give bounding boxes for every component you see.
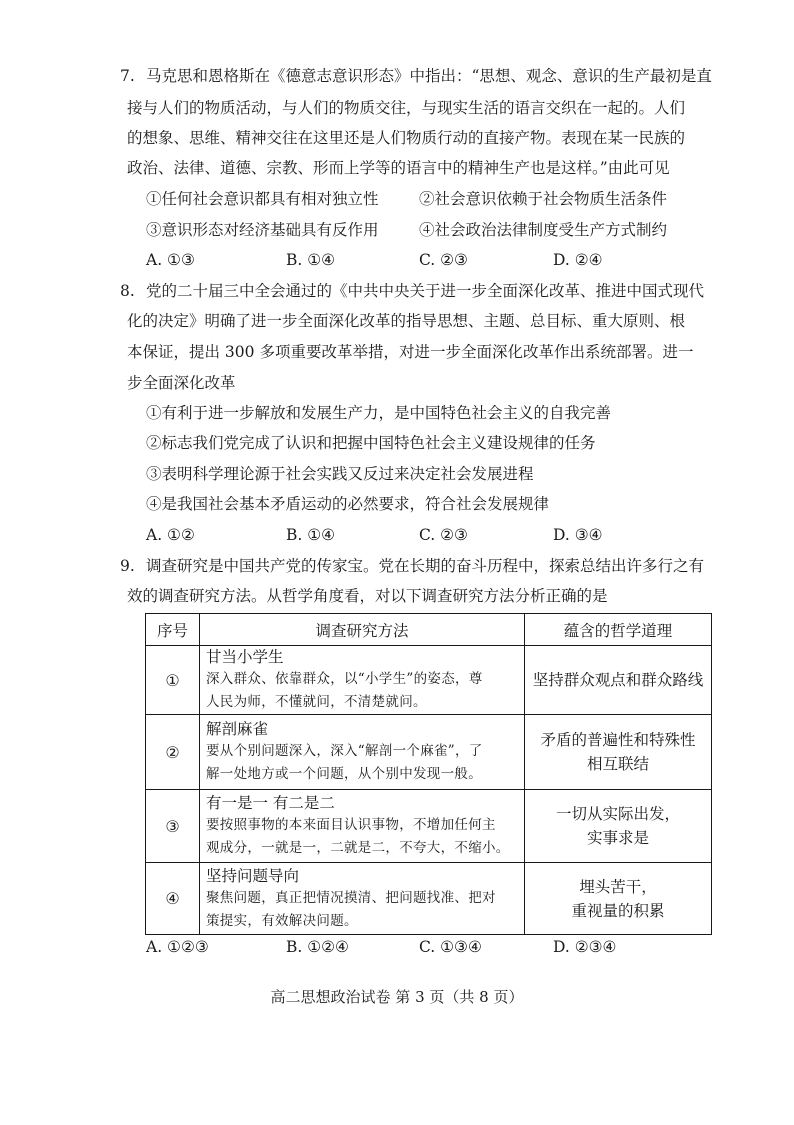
- answer-choice-c[interactable]: C. ②③: [419, 526, 468, 544]
- answer-choice-a[interactable]: A. ①②: [146, 526, 195, 544]
- philosophy-text: 矛盾的普遍性和特殊性: [540, 731, 696, 749]
- answer-choice-d[interactable]: D. ②③④: [553, 938, 617, 956]
- method-desc: 要从个别问题深入，深入“解剖一个麻雀”，了: [206, 743, 483, 759]
- answer-choice-d[interactable]: D. ②④: [553, 251, 603, 269]
- answer-choice-b[interactable]: B. ①②④: [286, 938, 349, 956]
- question-stem-line: 步全面深化改革: [127, 374, 236, 392]
- philosophy-text: 相互联结: [586, 755, 649, 773]
- header-philosophy: 蕴含的哲学道理: [525, 614, 712, 646]
- page-footer: 高二思想政治试卷 第 3 页（共 8 页）: [270, 988, 524, 1006]
- method-desc: 解一处地方或一个问题，从个别中发现一般。: [206, 766, 482, 782]
- method-cell: [200, 646, 525, 715]
- method-cell: [200, 863, 525, 935]
- statement-option: ③意识形态对经济基础具有反作用: [146, 221, 379, 239]
- question-stem-line: 的想象、思维、精神交往在这里还是人们物质行动的直接产物。表现在某一民族的: [127, 129, 686, 147]
- method-desc: 人民为师，不懂就问，不清楚就问。: [206, 694, 427, 710]
- method-desc: 策提实，有效解决问题。: [206, 912, 358, 929]
- table-row: [146, 715, 712, 790]
- answer-choice-c[interactable]: C. ②③: [419, 251, 468, 269]
- row-number: ①: [146, 646, 200, 715]
- philosophy-text: 坚持群众观点和群众路线: [532, 671, 704, 689]
- method-title: 解剖麻雀: [206, 720, 269, 738]
- answer-choice-b[interactable]: B. ①④: [286, 526, 336, 544]
- question-stem-line: 政治、法律、道德、宗教、形而上学等的语言中的精神生产也是这样。”由此可见: [127, 159, 670, 177]
- statement-option: ①任何社会意识都具有相对独立性: [146, 190, 379, 208]
- question-stem-line: 调查研究是中国共产党的传家宝。党在长期的奋斗历程中，探索总结出许多行之有: [146, 557, 705, 575]
- statement-option: ②标志我们党完成了认识和把握中国特色社会主义建设规律的任务: [146, 434, 596, 452]
- methods-table: [145, 613, 712, 935]
- table-row: [146, 646, 712, 715]
- answer-choice-d[interactable]: D. ③④: [553, 526, 603, 544]
- statement-option: ③表明科学理论源于社会实践又反过来决定社会发展进程: [146, 465, 534, 483]
- statement-option: ④社会政治法律制度受生产方式制约: [419, 221, 668, 239]
- method-title: 坚持问题导向: [206, 866, 300, 885]
- question-stem-line: 党的二十届三中全会通过的《中共中央关于进一步全面深化改革、推进中国式现代: [146, 282, 705, 300]
- row-number: ④: [146, 863, 200, 935]
- statement-option: ②社会意识依赖于社会物质生活条件: [419, 190, 668, 208]
- table-row: [146, 790, 712, 863]
- question-number: 9.: [120, 557, 135, 575]
- philosophy-cell: [525, 790, 712, 863]
- philosophy-cell: [525, 863, 712, 935]
- answer-choice-c[interactable]: C. ①③④: [419, 938, 482, 956]
- header-method: 调查研究方法: [200, 614, 525, 646]
- method-desc: 观成分，一就是一，二就是二，不夸大，不缩小。: [206, 840, 510, 856]
- method-desc: 深入群众、依靠群众，以“小学生”的姿态，尊: [206, 671, 483, 687]
- question-number: 7.: [120, 67, 135, 85]
- method-title: 有一是一 有二是二: [206, 794, 335, 812]
- row-number: ③: [146, 790, 200, 863]
- question-stem-line: 化的决定》明确了进一步全面深化改革的指导思想、主题、总目标、重大原则、根: [127, 312, 686, 330]
- answer-choice-b[interactable]: B. ①④: [286, 251, 336, 269]
- table-header-row: [146, 614, 712, 646]
- question-number: 8.: [120, 282, 135, 300]
- table-row: [146, 863, 712, 935]
- statement-option: ①有利于进一步解放和发展生产力，是中国特色社会主义的自我完善: [146, 404, 612, 422]
- row-number: ②: [146, 715, 200, 790]
- philosophy-text: 埋头苦干，: [579, 877, 657, 896]
- method-desc: 聚焦问题，真正把情况摸清、把问题找准、把对: [206, 889, 496, 906]
- answer-choice-a[interactable]: A. ①②③: [146, 938, 209, 956]
- question-stem-line: 马克思和恩格斯在《德意志意识形态》中指出：“思想、观念、意识的生产最初是直: [146, 67, 712, 85]
- method-cell: [200, 790, 525, 863]
- statement-option: ④是我国社会基本矛盾运动的必然要求，符合社会发展规律: [146, 495, 550, 513]
- method-title: 甘当小学生: [206, 648, 284, 666]
- method-cell: [200, 715, 525, 790]
- question-stem-line: 本保证，提出 300 多项重要改革举措，对进一步全面深化改革作出系统部署。进一: [127, 343, 694, 361]
- philosophy-text: 重视量的积累: [571, 901, 665, 920]
- question-stem-line: 接与人们的物质活动，与人们的物质交往，与现实生活的语言交织在一起的。人们: [127, 99, 686, 117]
- answer-choice-a[interactable]: A. ①③: [146, 251, 195, 269]
- philosophy-cell: [525, 646, 712, 715]
- header-number: 序号: [146, 614, 200, 646]
- philosophy-text: 实事求是: [586, 829, 649, 847]
- method-desc: 要按照事物的本来面目认识事物，不增加任何主: [206, 817, 496, 833]
- question-stem-line: 效的调查研究方法。从哲学角度看，对以下调查研究方法分析正确的是: [127, 587, 608, 605]
- philosophy-cell: [525, 715, 712, 790]
- philosophy-text: 一切从实际出发，: [555, 805, 680, 823]
